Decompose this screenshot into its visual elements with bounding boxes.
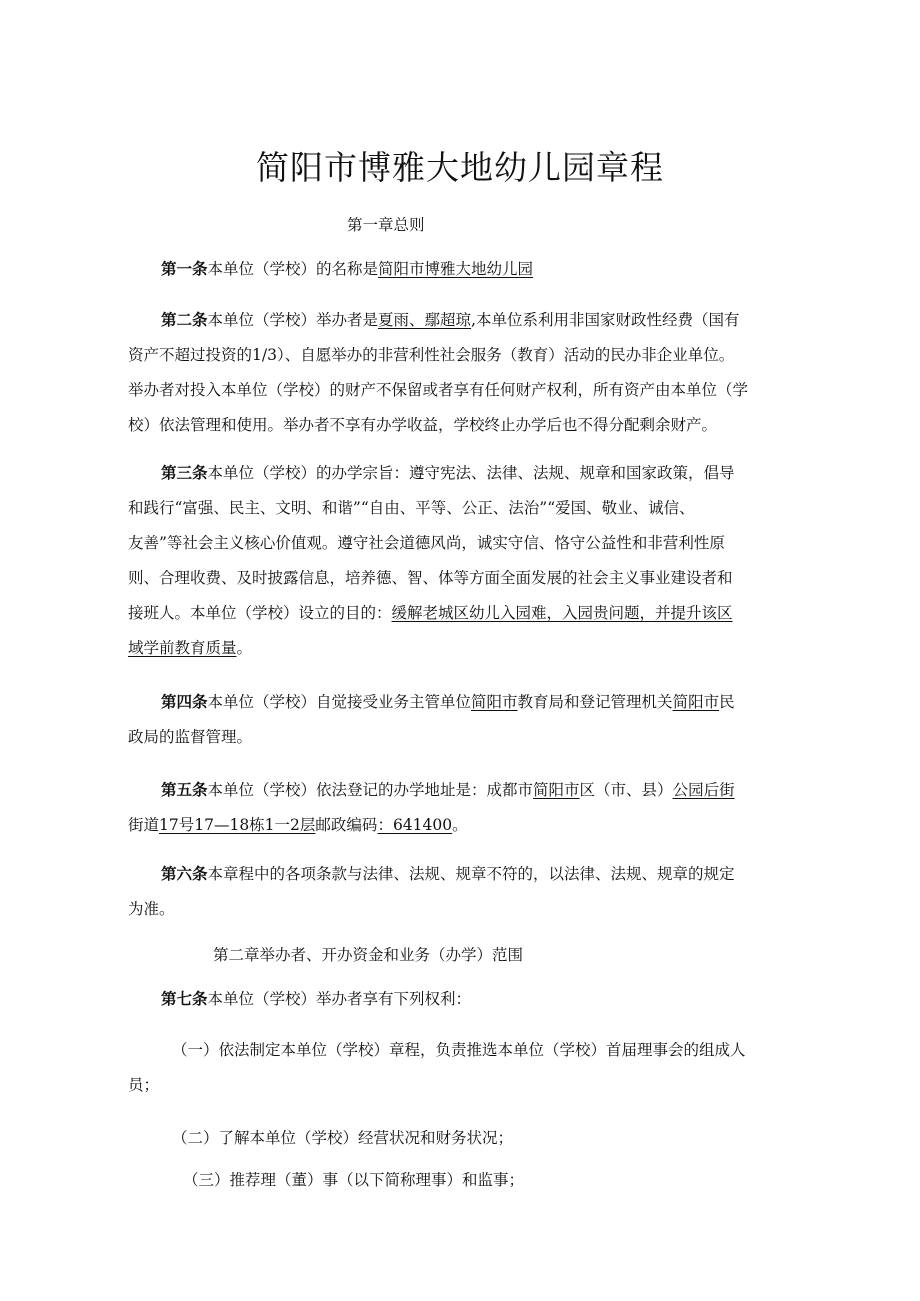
article-4: 第四条本单位（学校）自觉接受业务主管单位简阳市教育局和登记管理机关简阳市民 政局的监督管理。 <box>128 692 735 746</box>
postal-code: ：641400 <box>377 816 453 834</box>
article-7: 第七条本单位（学校）举办者享有下列权利： <box>161 989 472 1008</box>
chapter-1-heading: 第一章总则 <box>347 216 425 234</box>
article-1: 第一条本单位（学校）的名称是简阳市博雅大地幼儿园 <box>161 259 534 278</box>
article-5: 第五条本单位（学校）依法登记的办学地址是：成都市简阳市区（市、县）公园后街 街道17号17—18栋1一2层邮政编码：641400。 <box>128 780 735 834</box>
article-3: 第三条本单位（学校）的办学宗旨：遵守宪法、法律、法规、规章和国家政策，倡导 和践行“富强、民主、文明、和谐”“自由、平等、公正、法治”“爱国、敬业、诚信、 友善”等社会主义核心价值观。遵守社会道德风尚，诚实守信、恪守公益性和非营利性原 则、合理收费、及时披露信息，培养德、智、体等方面全面发展的社会主义事业建设者和 接班人。本单位（学校）设立的目的：缓解老城区幼儿入园难，入园贵问题，并提升该区 域学前教育质量。 <box>128 463 735 657</box>
article-label: 第一条 <box>161 259 208 278</box>
founders: 夏雨、鄢超琼 <box>378 311 472 329</box>
document-title: 简阳市博雅大地幼儿园章程 <box>256 148 664 187</box>
article-label: 第七条 <box>161 989 208 1008</box>
article-2: 第二条本单位（学校）举办者是夏雨、鄢超琼,本单位系利用非国家财政性经费（国有 资产不超过投资的1/3）、自愿举办的非营利性社会服务（教育）活动的民办非企业单位。 举办者对投入本单位（学校）的财产不保留或者享有任何财产权利，所有资产由本单位（学 校）依法管理和使用。举办者不享有办学收益，学校终止办学后也不得分配剩余财产。 <box>128 310 749 434</box>
purpose-text: 缓解老城区幼儿入园难，入园贵问题，并提升该区 <box>391 604 733 622</box>
list-item: （二）了解本单位（学校）经营状况和财务状况； <box>172 1129 514 1147</box>
list-item: （一）依法制定本单位（学校）章程，负责推选本单位（学校）首届理事会的组成人 员； <box>128 1041 746 1094</box>
list-item: （三）推荐理（董）事（以下简称理事）和监事； <box>183 1171 525 1189</box>
school-name: 简阳市博雅大地幼儿园 <box>378 260 534 278</box>
article-label: 第五条 <box>161 780 208 799</box>
article-label: 第四条 <box>161 692 208 711</box>
chapter-2-heading: 第二章举办者、开办资金和业务（办学）范围 <box>213 946 524 964</box>
article-label: 第三条 <box>161 463 208 482</box>
purpose-text-cont: 域学前教育质量 <box>128 639 237 657</box>
article-label: 第六条 <box>161 864 208 883</box>
address-number: 17号17—18栋1一2层 <box>159 816 316 834</box>
article-label: 第二条 <box>161 310 208 329</box>
article-6: 第六条本章程中的各项条款与法律、法规、规章不符的，以法律、法规、规章的规定 为准。 <box>128 864 735 918</box>
